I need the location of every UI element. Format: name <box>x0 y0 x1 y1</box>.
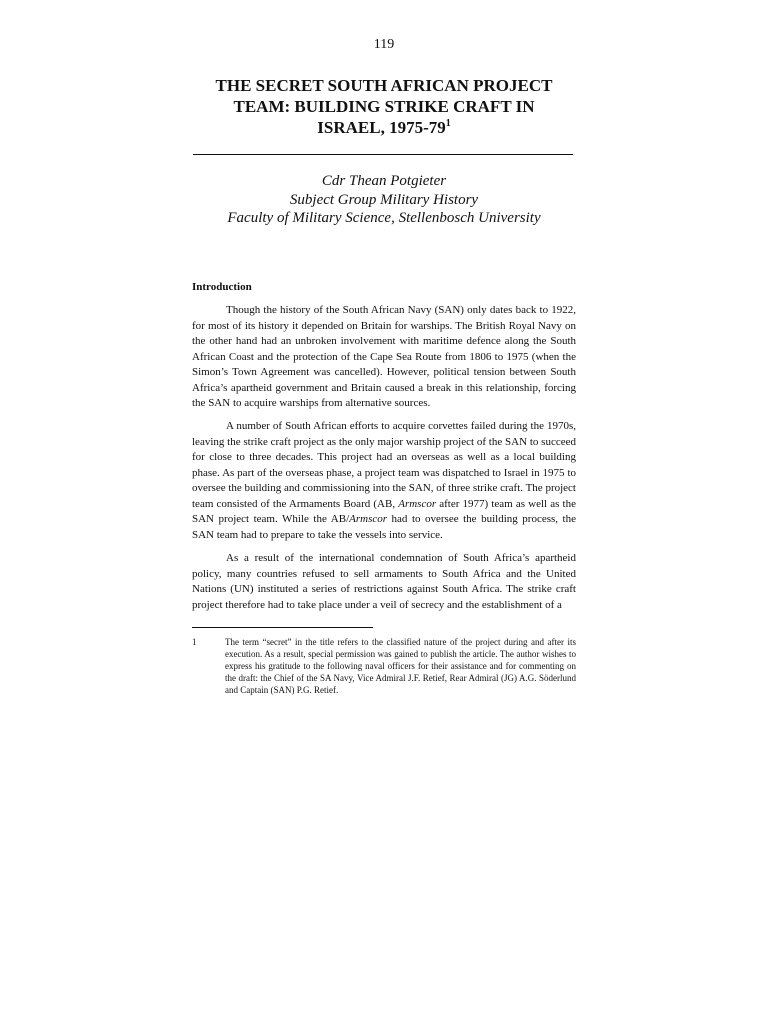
paragraph-text-part: A number of South African efforts to acquire corvettes failed during the 1970s, leaving the strike craft project as the only major warship project of the SAN to succeed for close to three decades. This project had an overseas as well as a local building phase. As part of the overseas phase, a project team was dispatched to Israel in 1975 to oversee the building and commissioning into the SAN, of three strike craft. The project team consisted of the Armaments Board (AB, <box>192 420 576 510</box>
title-line-2: TEAM: BUILDING STRIKE CRAFT IN <box>233 97 535 116</box>
footnote-text: The term “secret” in the title refers to the classified nature of the project during and after its execution. As a result, special permission was gained to publish the article. The author wishes to express his gratitude to the following naval officers for their assistance and for commenting on the draft: the Chief of the SA Navy, Vice Admiral J.F. Retief, Rear Admiral (JG) A.G. Söderlund and Captain (SAN) P.G. Retief. <box>225 637 576 695</box>
page-number: 119 <box>373 37 395 52</box>
author-affiliation-group: Subject Group Military History <box>289 191 479 208</box>
body-paragraph-3 <box>192 551 576 622</box>
footnote <box>192 636 576 696</box>
author-affiliation-faculty: Faculty of Military Science, Stellenbosch University <box>227 210 541 226</box>
author-block <box>0 172 768 228</box>
author-name: Cdr Thean Potgieter <box>321 173 447 189</box>
armscor-italic: Armscor <box>349 513 388 525</box>
title-line-3 <box>184 117 584 138</box>
armscor-italic: Armscor <box>398 497 437 510</box>
title-footnote-ref: 1 <box>445 118 451 129</box>
section-heading: Introduction <box>192 281 252 293</box>
footnote-divider <box>192 627 373 628</box>
title-divider <box>193 154 573 155</box>
body-paragraph-1 <box>192 303 576 421</box>
title-line-1: THE SECRET SOUTH AFRICAN PROJECT <box>215 76 553 95</box>
paragraph-text: Though the history of the South African Navy (SAN) only dates back to 1922, for most of its history it depended on Britain for warships. The British Royal Navy on the other hand had an unbroken involvement with maritime defence along the South African Coast and the protection of the Cape Sea Route from 1806 to 1975 (when the Simon’s Town Agreement was cancelled). However, political tension between South Africa’s apartheid government and Britain caused a break in this relationship, forcing the SAN to acquire warships from alternative sources. <box>192 304 576 409</box>
paragraph-text-part: after 1977) team as well as the SAN project team. While the AB/ <box>192 497 576 525</box>
body-paragraph-2 <box>192 419 576 552</box>
title-line-3-text: ISRAEL, 1975-79 <box>317 118 446 137</box>
article-title <box>184 75 584 138</box>
paragraph-text <box>192 419 576 543</box>
paragraph-text-part: had to oversee the building process, the SAN team had to prepare to take the vessels into service. <box>192 513 576 541</box>
footnote-number: 1 <box>192 637 197 647</box>
paragraph-text: As a result of the international condemnation of South Africa’s apartheid policy, many countries refused to sell armaments to South Africa and the United Nations (UN) instituted a series of restrictions against South Africa. The strike craft project therefore had to take place under a veil of secrecy and the establishment of a <box>192 552 576 611</box>
